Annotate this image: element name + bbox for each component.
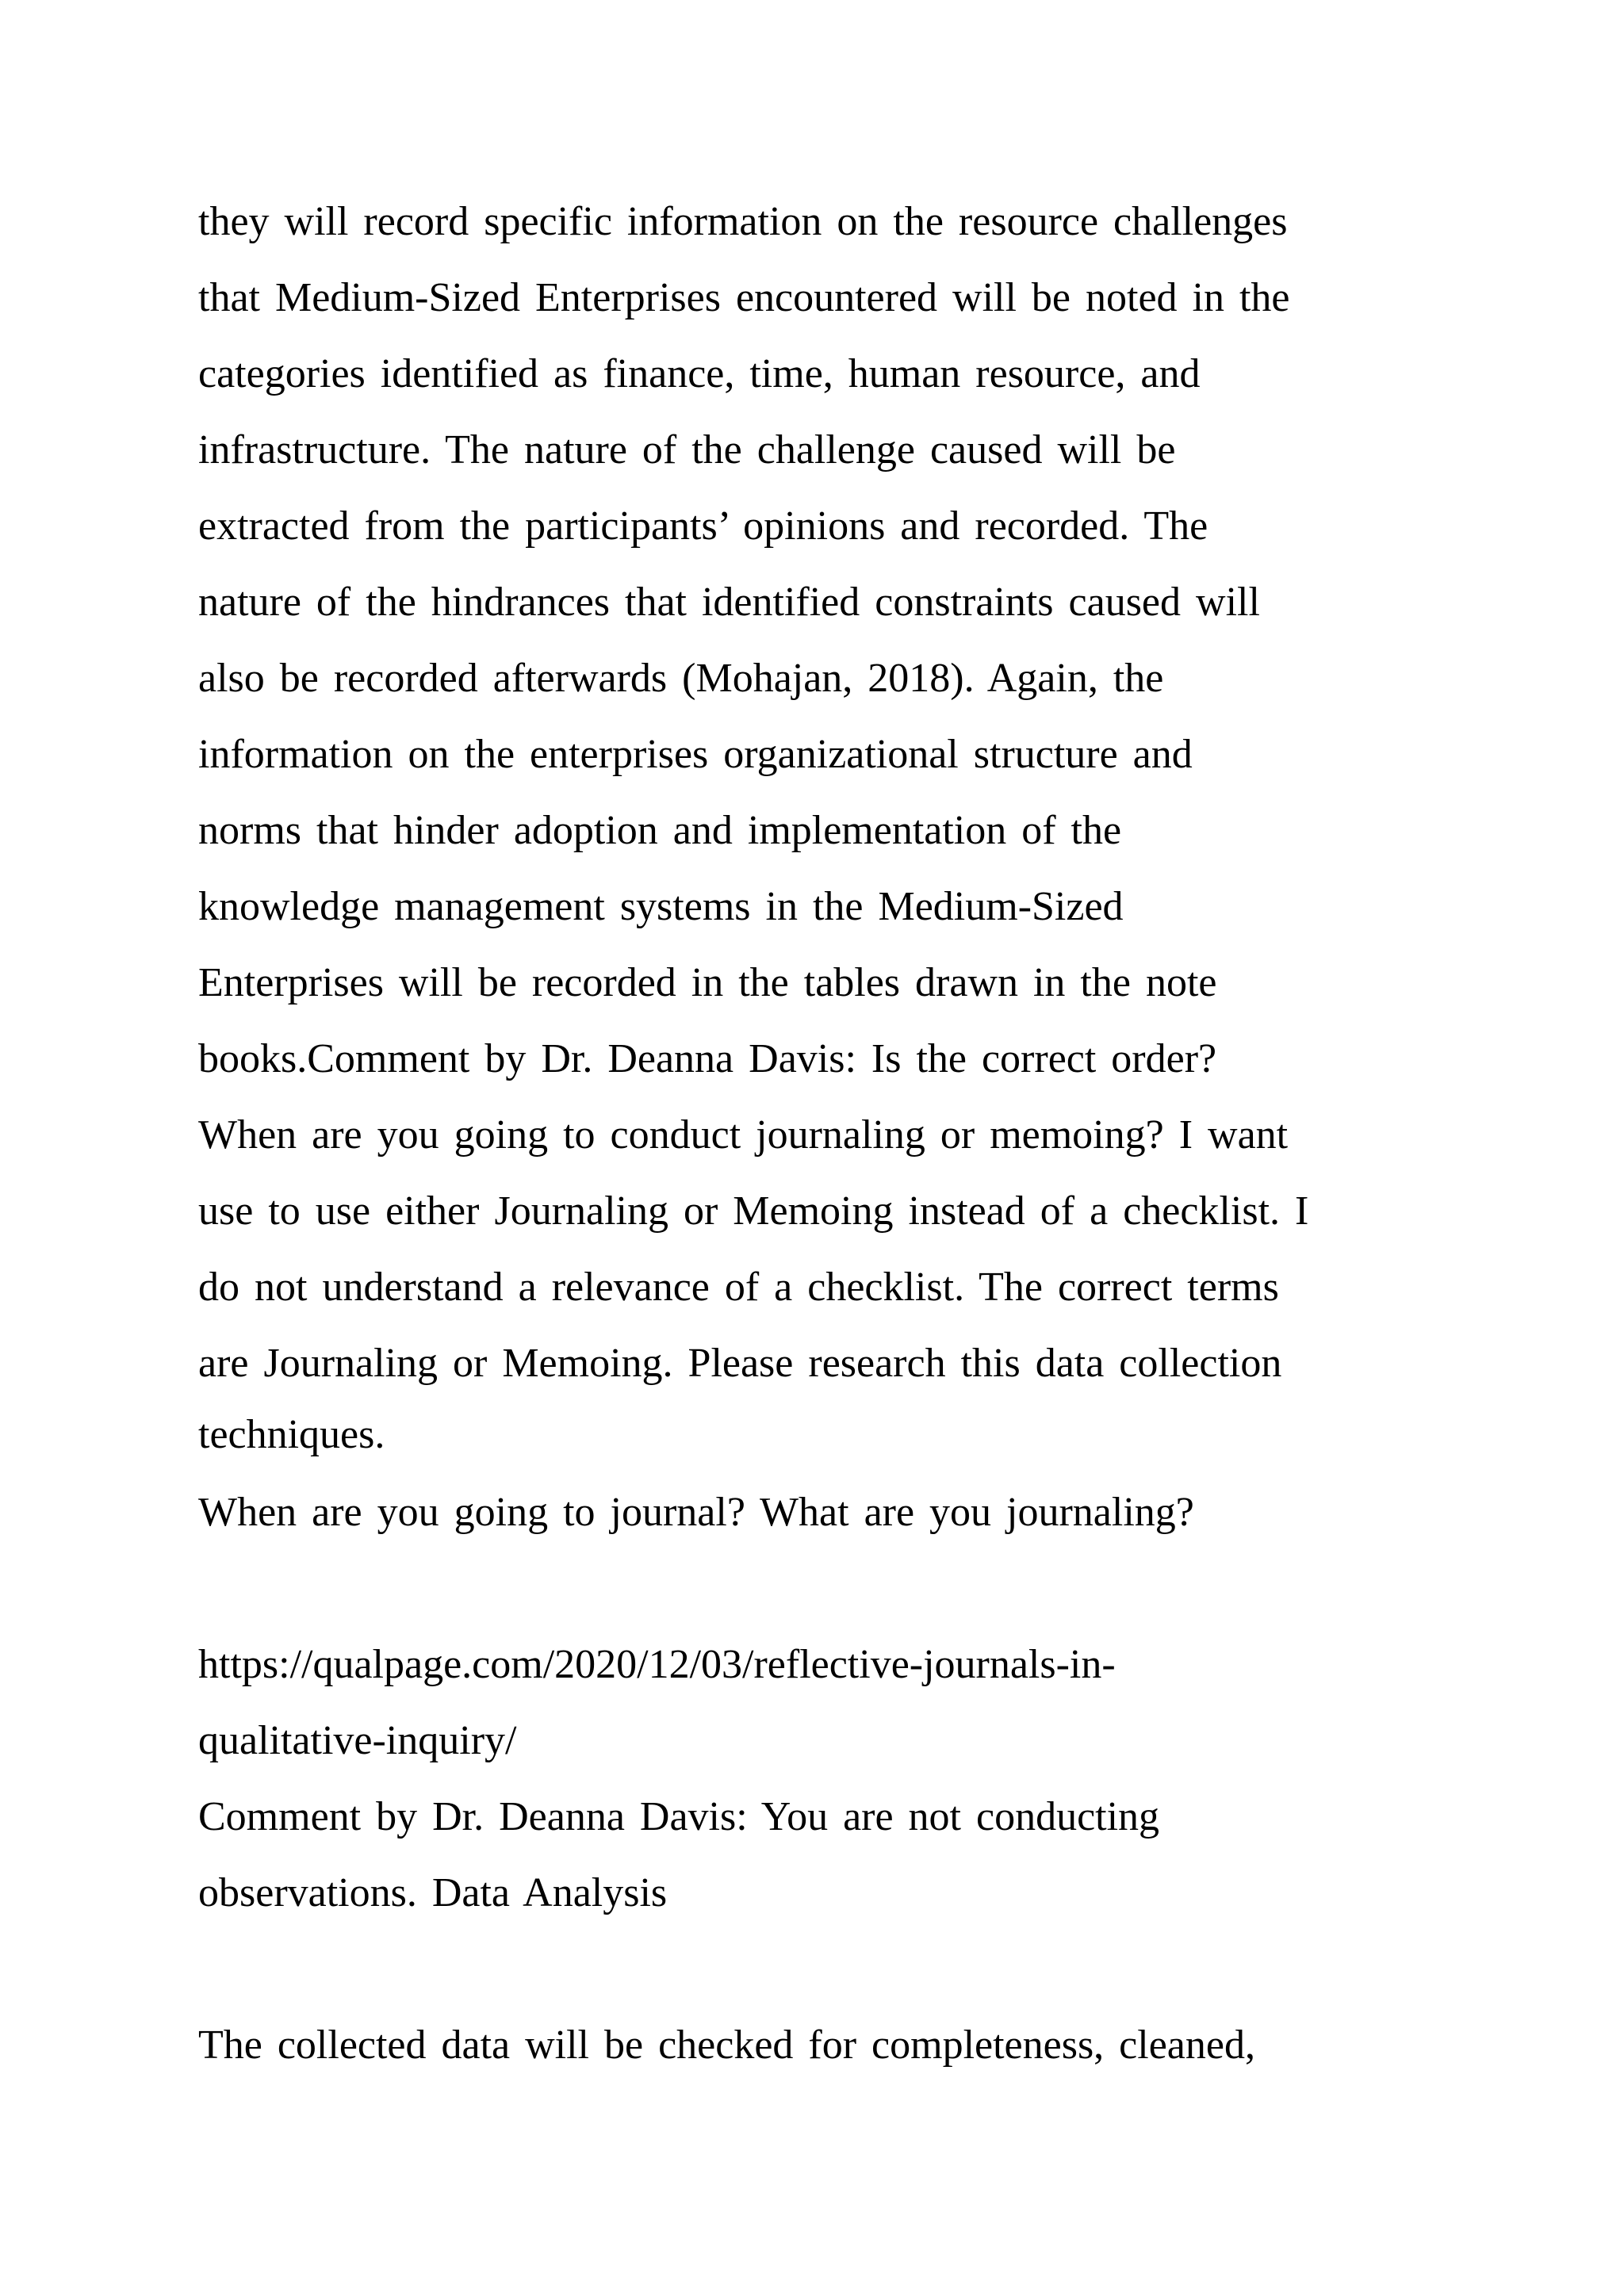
text-line: they will record specific information on the resource challenges — [198, 199, 1288, 244]
comment-line: books.Comment by Dr. Deanna Davis: Is the correct order? — [198, 1036, 1217, 1081]
url-line: qualitative-inquiry/ — [198, 1718, 517, 1763]
text-line: that Medium-Sized Enterprises encountered will be noted in the — [198, 275, 1290, 320]
text-line: categories identified as finance, time, human resource, and — [198, 351, 1201, 396]
comment-line: techniques. — [198, 1412, 385, 1457]
text-line: knowledge management systems in the Medium-Sized — [198, 884, 1124, 929]
text-line: norms that hinder adoption and implementation of the — [198, 808, 1122, 853]
section-heading-line: observations. Data Analysis — [198, 1870, 668, 1915]
text-line: Enterprises will be recorded in the tables drawn in the note — [198, 960, 1217, 1005]
comment-line: When are you going to conduct journaling or memoing? I want — [198, 1112, 1289, 1158]
url-line: https://qualpage.com/2020/12/03/reflective-journals-in- — [198, 1642, 1116, 1687]
text-line: extracted from the participants’ opinions and recorded. The — [198, 503, 1208, 549]
text-line: infrastructure. The nature of the challenge caused will be — [198, 427, 1176, 473]
text-line: The collected data will be checked for completeness, cleaned, — [198, 2022, 1255, 2068]
comment-line: use to use either Journaling or Memoing instead of a checklist. I — [198, 1188, 1309, 1234]
comment-line: do not understand a relevance of a checklist. The correct terms — [198, 1265, 1279, 1310]
comment-line: When are you going to journal? What are you journaling? — [198, 1490, 1194, 1535]
text-line: also be recorded afterwards (Mohajan, 2018). Again, the — [198, 656, 1164, 701]
text-line: nature of the hindrances that identified constraints caused will — [198, 580, 1260, 625]
comment-line: Comment by Dr. Deanna Davis: You are not conducting — [198, 1794, 1160, 1839]
comment-line: are Journaling or Memoing. Please research this data collection — [198, 1341, 1282, 1386]
text-line: information on the enterprises organizational structure and — [198, 732, 1193, 777]
